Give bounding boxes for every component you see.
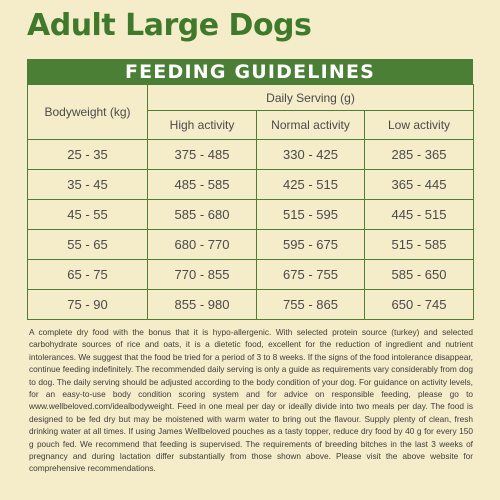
low-activity-cell: 365 - 445 (365, 170, 474, 200)
normal-activity-cell: 755 - 865 (257, 290, 365, 320)
normal-activity-cell: 330 - 425 (257, 140, 365, 170)
feeding-guidelines-banner: FEEDING GUIDELINES (27, 59, 473, 84)
weight-cell: 35 - 45 (28, 170, 148, 200)
feeding-table (27, 84, 474, 320)
bodyweight-header: Bodyweight (kg) (28, 85, 148, 140)
table-row (28, 230, 474, 260)
low-activity-header: Low activity (365, 111, 474, 140)
low-activity-cell: 585 - 650 (365, 260, 474, 290)
high-activity-cell: 770 - 855 (148, 260, 257, 290)
high-activity-cell: 375 - 485 (148, 140, 257, 170)
table-row (28, 140, 474, 170)
normal-activity-cell: 675 - 755 (257, 260, 365, 290)
weight-cell: 55 - 65 (28, 230, 148, 260)
normal-activity-cell: 515 - 595 (257, 200, 365, 230)
high-activity-cell: 585 - 680 (148, 200, 257, 230)
daily-serving-header: Daily Serving (g) (148, 85, 474, 111)
high-activity-cell: 680 - 770 (148, 230, 257, 260)
high-activity-cell: 855 - 980 (148, 290, 257, 320)
normal-activity-cell: 425 - 515 (257, 170, 365, 200)
low-activity-cell: 445 - 515 (365, 200, 474, 230)
high-activity-header: High activity (148, 111, 257, 140)
normal-activity-cell: 595 - 675 (257, 230, 365, 260)
weight-cell: 75 - 90 (28, 290, 148, 320)
low-activity-cell: 650 - 745 (365, 290, 474, 320)
weight-cell: 65 - 75 (28, 260, 148, 290)
feeding-description: A complete dry food with the bonus that it is hypo-allergenic. With selected protein source (turkey) and selected carbohydrate sources of rice and oats, it is a dietetic food, excellent for the reduction of ingredient and nutrient intolerances. We suggest that the food be tried for a period of 3 to 8 weeks. If the signs of the food intolerance disappear, continue feeding indefinitely. The recommended daily serving is only a guide as requirements vary considerably from dog to dog. The daily serving should be adjusted according to the body condition of your dog. For guidance on activity levels, for an easy-to-use body condition scoring system and for advice on responsible feeding, please go to www.wellbeloved.com/idealbodyweight. Feed in one meal per day or ideally divide into two meals per day. The food is designed to be fed dry but may be moistened with warm water to bring out the flavour. Supply plenty of clean, fresh drinking water at all times. If using James Wellbeloved pouches as a tasty topper, reduce dry food by 40 g for every 150 g pouch fed. We recommend that feeding is supervised. The requirements of breeding bitches in the last 3 weeks of pregnancy and during lactation differ substantially from those shown above. Please visit the above website for comprehensive recommendations. (29, 327, 473, 474)
low-activity-cell: 515 - 585 (365, 230, 474, 260)
table-row (28, 290, 474, 320)
table-row (28, 170, 474, 200)
table-row (28, 260, 474, 290)
high-activity-cell: 485 - 585 (148, 170, 257, 200)
normal-activity-header: Normal activity (257, 111, 365, 140)
low-activity-cell: 285 - 365 (365, 140, 474, 170)
page-title: Adult Large Dogs (27, 8, 312, 43)
table-row (28, 200, 474, 230)
weight-cell: 25 - 35 (28, 140, 148, 170)
weight-cell: 45 - 55 (28, 200, 148, 230)
